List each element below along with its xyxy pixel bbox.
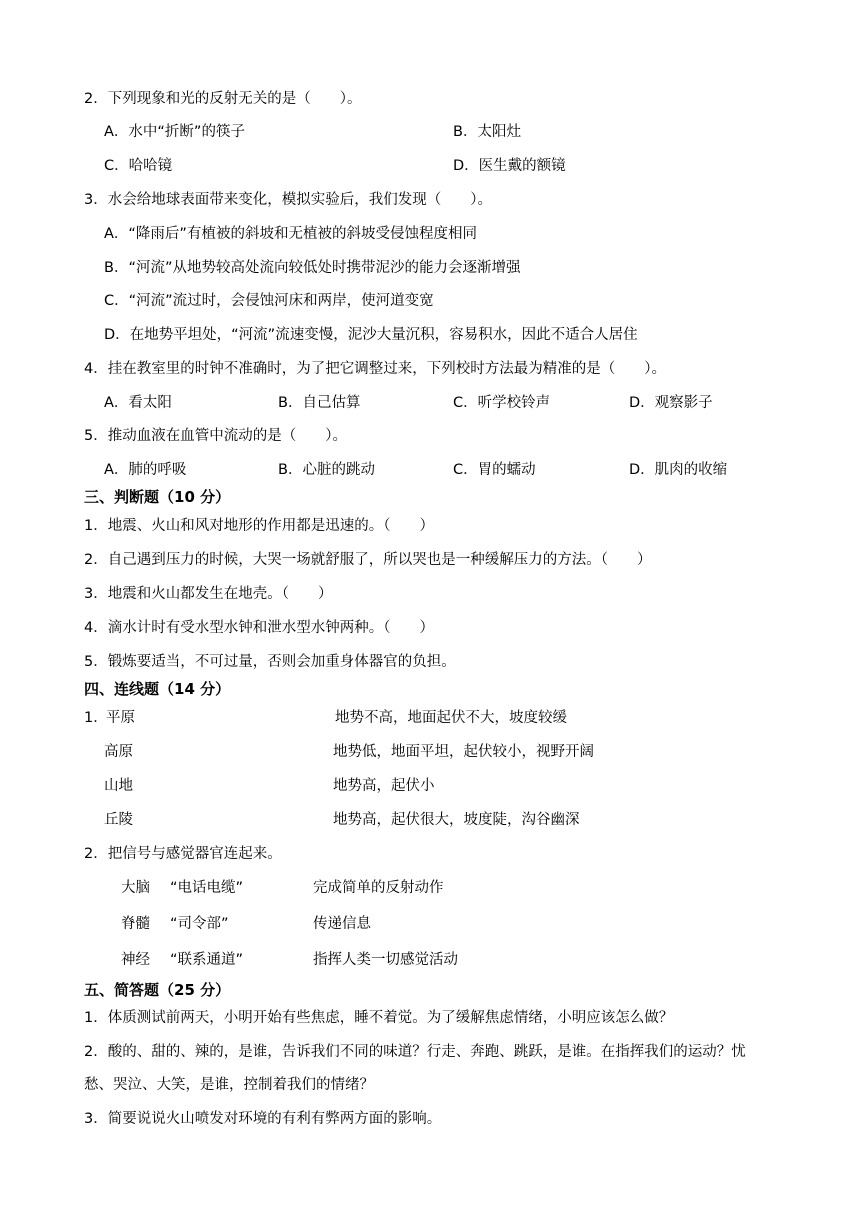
landform-description: 地势高，起伏小 [333, 778, 435, 794]
q2-option-d: D．医生戴的额镜 [453, 158, 566, 174]
section3-item-2: 2．自己遇到压力的时候，大哭一场就舒服了，所以哭也是一种缓解压力的方法。（ ） [84, 552, 652, 568]
q2-stem: 2．下列现象和光的反射无关的是（ ）。 [84, 91, 362, 107]
section4-heading: 四、连线题（14 分） [84, 680, 231, 698]
organ-metaphor: “联系通道” [170, 952, 244, 968]
organ-function: 指挥人类一切感觉活动 [313, 952, 458, 968]
section3-item-3: 3．地震和火山都发生在地壳。（ ） [84, 586, 333, 602]
organ-name: 脊髓 [121, 916, 150, 932]
q4-stem: 4．挂在教室里的时钟不准确时，为了把它调整过来，下列校时方法最为精准的是（ ）。 [84, 361, 666, 377]
landform-term: 高原 [104, 744, 133, 760]
landform-description: 地势低，地面平坦，起伏较小，视野开阔 [333, 744, 594, 760]
section3-item-5: 5．锻炼要适当，不可过量，否则会加重身体器官的负担。 [84, 654, 456, 670]
section5-q2-line1: 2．酸的、甜的、辣的，是谁，告诉我们不同的味道？行走、奔跑、跳跃，是谁。在指挥我们的运动？忧 [84, 1044, 746, 1060]
landform-term: 丘陵 [104, 812, 133, 828]
q5-option-d: D．肌肉的收缩 [629, 462, 728, 478]
q4-option-d: D．观察影子 [629, 395, 713, 411]
organ-function: 完成简单的反射动作 [313, 880, 444, 896]
section3-item-1: 1．地震、火山和风对地形的作用都是迅速的。（ ） [84, 518, 434, 534]
section3-item-4: 4．滴水计时有受水型水钟和泄水型水钟两种。（ ） [84, 620, 434, 636]
q4-option-b: B．自己估算 [278, 395, 361, 411]
section5-q1: 1．体质测试前两天，小明开始有些焦虑，睡不着觉。为了缓解焦虑情绪，小明应该怎么做？ [84, 1010, 674, 1026]
organ-function: 传递信息 [313, 916, 371, 932]
section4-q1-number: 1． [84, 710, 108, 726]
section5-heading: 五、简答题（25 分） [84, 981, 231, 999]
landform-term: 山地 [104, 778, 133, 794]
section5-q2-line2: 愁、哭泣、大笑，是谁，控制着我们的情绪？ [84, 1077, 374, 1093]
q4-option-c: C．听学校铃声 [453, 395, 551, 411]
q4-option-a: A．看太阳 [104, 395, 172, 411]
q5-option-a: A．肺的呼吸 [104, 462, 187, 478]
organ-metaphor: “司令部” [170, 916, 229, 932]
organ-metaphor: “电话电缆” [170, 880, 244, 896]
landform-description: 地势高，起伏很大，坡度陡，沟谷幽深 [333, 812, 580, 828]
q5-option-b: B．心脏的跳动 [278, 462, 375, 478]
q3-option-b: B．“河流”从地势较高处流向较低处时携带泥沙的能力会逐渐增强 [104, 260, 521, 276]
q2-option-b: B．太阳灶 [453, 124, 521, 140]
q3-option-a: A．“降雨后”有植被的斜坡和无植被的斜坡受侵蚀程度相同 [104, 226, 477, 242]
q3-option-c: C．“河流”流过时，会侵蚀河床和两岸，使河道变宽 [104, 293, 434, 309]
organ-name: 大脑 [121, 880, 150, 896]
q2-option-a: A．水中“折断”的筷子 [104, 124, 245, 140]
q5-option-c: C．胃的蠕动 [453, 462, 536, 478]
section4-q2-stem: 2．把信号与感觉器官连起来。 [84, 846, 282, 862]
section5-q3: 3．简要说说火山喷发对环境的有利有弊两方面的影响。 [84, 1111, 442, 1127]
landform-description: 地势不高，地面起伏不大，坡度较缓 [335, 710, 567, 726]
q3-stem: 3．水会给地球表面带来变化，模拟实验后，我们发现（ ）。 [84, 192, 492, 208]
section3-heading: 三、判断题（10 分） [84, 488, 231, 506]
q3-option-d: D．在地势平坦处，“河流”流速变慢，泥沙大量沉积，容易积水，因此不适合人居住 [104, 327, 638, 343]
q5-stem: 5．推动血液在血管中流动的是（ ）。 [84, 428, 347, 444]
organ-name: 神经 [121, 952, 150, 968]
landform-term: 平原 [106, 710, 135, 726]
q2-option-c: C．哈哈镜 [104, 158, 173, 174]
